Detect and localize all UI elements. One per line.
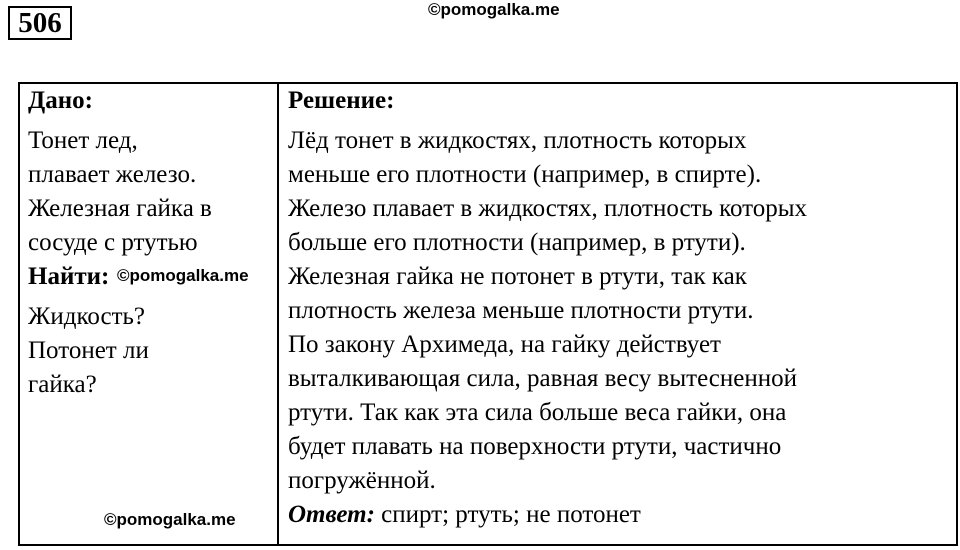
given-line: Железная гайка в — [28, 195, 212, 222]
problem-number: 506 — [8, 6, 72, 40]
given-line: Тонет лед, — [28, 127, 138, 154]
given-column — [28, 84, 273, 402]
solution-line: ртути. Так как эта сила больше веса гайки, она — [288, 399, 787, 426]
solution-line: Лёд тонет в жидкостях, плотность которых — [288, 127, 747, 154]
given-line: плавает железо. — [28, 161, 197, 188]
solution-line: меньше его плотности (например, в спирте). — [288, 161, 762, 188]
watermark-top: ©pomogalka.me — [428, 0, 560, 19]
given-line: сосуде с ртутью — [28, 229, 198, 256]
solution-heading: Решение: — [288, 87, 395, 114]
solution-line: По закону Архимеда, на гайку действует — [288, 331, 721, 358]
find-line: гайка? — [28, 371, 97, 398]
answer-line — [288, 498, 953, 532]
solution-line: Железо плавает в жидкостях, плотность которых — [288, 195, 808, 222]
solution-line: выталкивающая сила, равная весу вытесненной — [288, 365, 798, 392]
solution-line: плотность железа меньше плотности ртути. — [288, 297, 754, 324]
answer-text: спирт; ртуть; не потонет — [374, 501, 641, 528]
given-text — [28, 124, 273, 260]
solution-line: будет плавать на поверхности ртути, частично — [288, 433, 782, 460]
watermark-bottom: ©pomogalka.me — [104, 510, 236, 529]
solution-column — [288, 84, 953, 532]
solution-line: Железная гайка не потонет в ртути, так как — [288, 263, 747, 290]
solution-line: больше его плотности (например, в ртути). — [288, 229, 746, 256]
find-line: Потонет ли — [28, 337, 149, 364]
answer-label: Ответ: — [288, 501, 375, 528]
find-text — [28, 300, 273, 402]
column-divider — [277, 82, 279, 546]
given-heading: Дано: — [28, 87, 93, 114]
solution-line: погружённой. — [288, 467, 436, 494]
solution-text — [288, 124, 953, 532]
find-heading: Найти: — [28, 263, 110, 290]
find-line: Жидкость? — [28, 303, 146, 330]
watermark-middle: ©pomogalka.me — [117, 266, 249, 285]
